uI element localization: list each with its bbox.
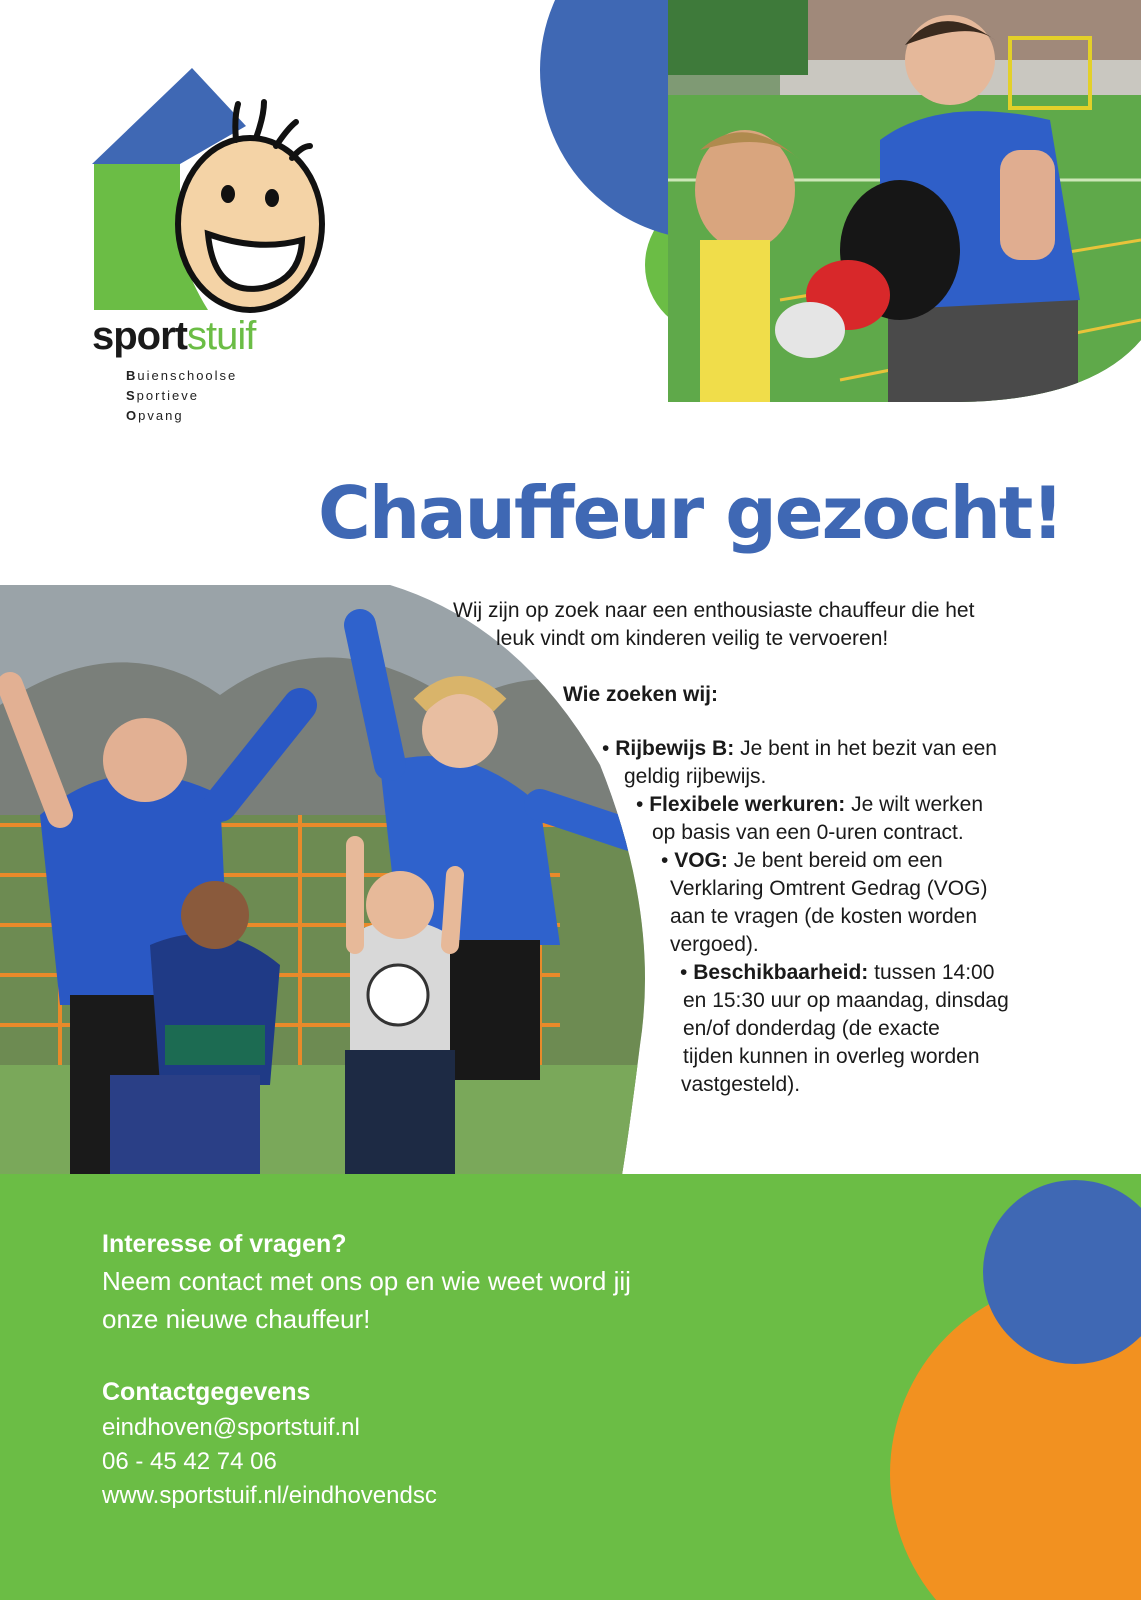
requirement-text: en/of donderdag (de exacte — [683, 1017, 940, 1040]
requirement-title: Rijbewijs B: — [615, 737, 735, 760]
tagline-initial: O — [126, 408, 139, 423]
bullet-icon: • — [636, 793, 644, 816]
contact-message-line-2: onze nieuwe chauffeur! — [102, 1304, 371, 1334]
blue-circle-decoration — [540, 0, 880, 240]
logo-wordmark — [92, 316, 255, 356]
logo-house-face-icon — [88, 66, 348, 316]
tagline-word: uienschoolse — [137, 368, 238, 383]
requirement-text: Je bent bereid om een — [733, 849, 943, 872]
bullet-icon: • — [680, 961, 688, 984]
bullet-icon: • — [602, 737, 610, 760]
contact-question: Interesse of vragen? — [102, 1230, 347, 1258]
requirement-text: Verklaring Omtrent Gedrag (VOG) — [670, 877, 988, 900]
requirement-text: vergoed). — [670, 933, 759, 956]
requirement-text: op basis van een 0-uren contract. — [652, 821, 964, 844]
requirement-text: Je bent in het bezit van een — [740, 737, 997, 760]
group-photo-jumping-kids — [0, 585, 660, 1175]
requirement-text: vastgesteld). — [681, 1073, 801, 1096]
requirement-text: en 15:30 uur op maandag, dinsdag — [683, 989, 1009, 1012]
requirement-item-vog — [661, 847, 943, 875]
requirement-title: Flexibele werkuren: — [649, 793, 846, 816]
contact-footer — [0, 1174, 1141, 1600]
logo-wordmark-sport: sport — [92, 314, 187, 358]
tagline-initial: S — [126, 388, 137, 403]
contact-details-heading: Contactgegevens — [102, 1378, 311, 1406]
requirement-item-driving-licence — [602, 735, 997, 763]
requirement-text: Je wilt werken — [851, 793, 984, 816]
requirement-item-flexible-hours — [636, 791, 983, 819]
requirement-text: geldig rijbewijs. — [624, 765, 767, 788]
requirement-text: tijden kunnen in overleg worden — [683, 1045, 980, 1068]
logo-wordmark-stuif: stuif — [187, 314, 256, 358]
contact-phone-link[interactable]: 06 - 45 42 74 06 — [102, 1448, 277, 1475]
page-title: Chauffeur gezocht! — [318, 471, 1063, 555]
intro-line-1: Wij zijn op zoek naar een enthousiaste chauffeur die het — [453, 599, 975, 622]
tagline-word: portieve — [136, 388, 199, 403]
tagline-word: pvang — [138, 408, 184, 423]
requirement-title: VOG: — [674, 849, 728, 872]
contact-email-link[interactable]: eindhoven@sportstuif.nl — [102, 1414, 360, 1441]
requirement-item-availability — [680, 959, 994, 987]
requirement-text: aan te vragen (de kosten worden — [670, 905, 978, 928]
intro-line-2: leuk vindt om kinderen veilig te vervoeren! — [496, 627, 889, 650]
green-circle-decoration — [645, 195, 785, 335]
requirement-title: Beschikbaarheid: — [693, 961, 869, 984]
logo-tagline — [126, 366, 237, 426]
contact-website-link[interactable]: www.sportstuif.nl/eindhovendsc — [102, 1482, 437, 1509]
tagline-initial: B — [126, 368, 138, 383]
sportstuif-logo — [88, 66, 348, 426]
bullet-icon: • — [661, 849, 669, 872]
contact-message-line-1: Neem contact met ons op en wie weet word jij — [102, 1266, 631, 1296]
requirements-heading: Wie zoeken wij: — [563, 683, 719, 706]
requirement-text: tussen 14:00 — [874, 961, 995, 984]
